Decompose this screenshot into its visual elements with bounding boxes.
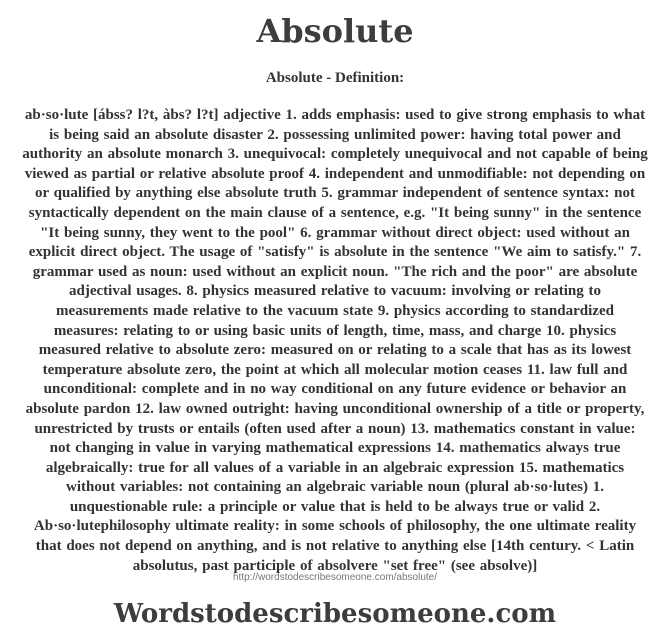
definition-heading: Absolute - Definition: bbox=[265, 70, 405, 86]
site-name-footer: Wordstodescribesomeone.com bbox=[113, 599, 557, 629]
watermark-url: http://wordstodescribesomeone.com/absolute/ bbox=[233, 572, 437, 583]
definition-body: ab·so·lute [ábss? l?t, àbs? l?t] adjective 1. adds emphasis: used to give strong emphasis to what is being said an absolute disaster 2. possessing unlimited power: having total power and authority an absolute monarch 3. unequivocal: completely unequivocal and not capable of being viewed as partial or relative absolute proof 4. independent and unmodifiable: not depending on or qualified by anything else absolute truth 5. grammar independent of sentence syntax: not syntactically dependent on the main clause of a sentence, e.g. "It being sunny" in the sentence "It being sunny, they went to the pool" 6. grammar without direct object: used without an explicit direct object. The usage of "satisfy" is absolute in the sentence "We aim to satisfy." 7. grammar used as noun: used without an explicit noun. "The rich and the poor" are absolute adjectival usages. 8. physics measured relative to vacuum: involving or relating to measurements made relative to the vacuum state 9. physics according to standardized measures: relating to or using basic units of length, time, mass, and charge 10. physics measured relative to absolute zero: measured on or relating to a scale that has as its lowest temperature absolute zero, the point at which all molecular motion ceases 11. law full and unconditional: complete and in no way conditional on any future evidence or behavior an absolute pardon 12. law owned outright: having unconditional ownership of a title or property, unrestricted by trusts or entails (often used after a noun) 13. mathematics constant in value: not changing in value in varying mathematical expressions 14. mathematics always true algebraically: true for all values of a variable in an algebraic expression 15. mathematics without variables: not containing an algebraic variable noun (plural ab·so·lutes) 1. unquestionable rule: a principle or value that is held to be always true or valid 2. Ab·so·lutephilosophy ultimate reality: in some schools of philosophy, the one ultimate reality that does not depend on anything, and is not relative to anything else [14th century. < Latin absolutus, past participle of absolvere "set free" (see absolve)] bbox=[22, 107, 648, 574]
page-title: Absolute bbox=[256, 12, 414, 50]
